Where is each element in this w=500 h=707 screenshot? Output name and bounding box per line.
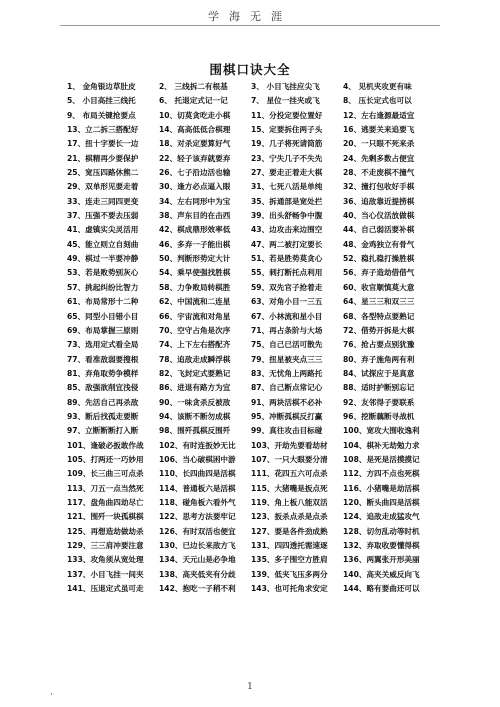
verse-grid <box>67 82 435 594</box>
verse-item: 14、高高低低合棋理 <box>159 125 231 135</box>
verse-item: 128、切勿乱动等时机 <box>343 526 420 536</box>
verse-item: 101、逢破必扳敢作战 <box>67 440 144 450</box>
verse-item: 41、虚镇实尖灵活用 <box>67 225 139 235</box>
verse-item: 42、棋成鼎形效率低 <box>159 225 231 235</box>
verse-item: 1、 金角银边草肚皮 <box>67 82 136 91</box>
verse-item: 92、友邻得子要联系 <box>343 397 415 407</box>
verse-item: 65、同型小目错小目 <box>67 311 139 321</box>
document-title: 围棋口诀大全 <box>209 62 291 77</box>
verse-item: 9、 布局关键抢要点 <box>67 110 136 120</box>
verse-item: 4、 见机夹攻更有味 <box>343 82 412 91</box>
verse-item: 52、稳扎稳打操胜棋 <box>343 254 415 264</box>
verse-item: 137、小目飞挂一间夹 <box>67 569 144 579</box>
verse-item: 34、左右同形中为宝 <box>159 196 231 206</box>
verse-item: 21、棋精再少要保护 <box>67 153 139 163</box>
verse-item: 47、两二被打定要长 <box>251 239 323 249</box>
verse-item: 91、两块活棋不必补 <box>251 397 323 407</box>
verse-item: 103、开劫先要看劫材 <box>251 440 328 450</box>
verse-item: 142、抱吃一子稍不利 <box>159 584 236 594</box>
header-divider <box>60 25 440 26</box>
verse-item: 87、自己断点常记心 <box>251 383 323 393</box>
verse-item: 10、切莫贪吃走小棋 <box>159 110 231 120</box>
verse-item: 99、真往攻击目标碰 <box>251 426 323 436</box>
verse-item: 117、盘角曲四劫尽亡 <box>67 497 144 507</box>
verse-item: 58、力争败局转棋胜 <box>159 282 231 292</box>
verse-item: 126、有时双活也便宜 <box>159 526 236 536</box>
verse-item: 62、中国流和二连星 <box>159 297 231 307</box>
verse-item: 76、抢占要点别犹豫 <box>343 340 415 350</box>
verse-item: 6、 托退定式记一记 <box>159 96 228 106</box>
verse-item: 83、无忧角上两路托 <box>251 368 323 378</box>
verse-item: 123、扳杀点杀是点杀 <box>251 512 328 522</box>
verse-item: 50、判断形势定大计 <box>159 254 231 264</box>
verse-item: 141、压退定式虽可走 <box>67 584 144 594</box>
verse-item: 121、围歼一块孤棋棋 <box>67 512 144 522</box>
verse-item: 104、棋补无劫勉力求 <box>343 440 420 450</box>
verse-item: 135、多子围空方胜肩 <box>251 555 328 565</box>
verse-item: 127、要是各件劲成熟 <box>251 526 328 536</box>
verse-item: 59、双先官子抢着走 <box>251 282 323 292</box>
verse-item: 97、立断断断打入断 <box>67 426 139 436</box>
verse-item: 80、弃子施角两有利 <box>343 354 415 364</box>
verse-item: 136、两翼张开形美丽 <box>343 555 420 565</box>
verse-item: 57、挑起纠纷比智力 <box>67 282 139 292</box>
verse-item: 38、声东目的在击西 <box>159 211 231 221</box>
verse-item: 11、分投定要位置好 <box>251 110 323 120</box>
verse-item: 108、是死是活摸摸记 <box>343 454 420 464</box>
verse-item: 94、该断不断勿成棋 <box>159 411 231 421</box>
verse-item: 54、乘早使强找胜棋 <box>159 268 231 278</box>
verse-item: 46、多弃一子能出棋 <box>159 239 231 249</box>
verse-item: 64、星三三和双三三 <box>343 297 415 307</box>
verse-item: 63、对角小目一三五 <box>251 297 323 307</box>
verse-item: 100、宽攻大围收逸利 <box>343 426 420 436</box>
verse-item: 68、各型特点要熟记 <box>343 311 415 321</box>
verse-item: 8、 压长定式也可以 <box>343 96 412 106</box>
verse-item: 55、刺打断托点利用 <box>251 268 323 278</box>
verse-item: 88、适时护断别忘记 <box>343 383 415 393</box>
verse-item: 124、追敌走成猛攻气 <box>343 512 420 522</box>
verse-item: 13、立二拆三搭配好 <box>67 125 139 135</box>
verse-item: 119、角上板八能双活 <box>251 497 328 507</box>
verse-item: 73、选用定式看全局 <box>67 340 139 350</box>
verse-item: 86、进退有路方为宜 <box>159 383 231 393</box>
verse-item: 105、打两还一巧妙用 <box>67 454 144 464</box>
verse-item: 132、弃取收要懂得棋 <box>343 541 420 550</box>
verse-item: 31、七死八活是单纯 <box>251 182 323 192</box>
verse-item: 109、长三曲三可点杀 <box>67 469 144 479</box>
verse-item: 3、 小目飞挂应尖飞 <box>251 82 320 91</box>
verse-item: 78、追敌走成瞬浮棋 <box>159 354 231 364</box>
verse-item: 75、自己已活可散先 <box>251 340 323 350</box>
verse-item: 48、金鸡独立有骨气 <box>343 239 415 249</box>
verse-item: 70、空守占角是次序 <box>159 325 231 335</box>
verse-item: 5、 小目高挂三线托 <box>67 96 136 106</box>
verse-item: 131、四四透托需速逐 <box>251 541 328 550</box>
verse-item: 134、天元山是必争地 <box>159 555 236 565</box>
verse-item: 93、断后找孤走要断 <box>67 411 139 421</box>
verse-item: 74、上下左右搭配齐 <box>159 340 231 350</box>
verse-item: 25、宽压四路休熊二 <box>67 168 139 178</box>
page-number: 1 <box>247 682 253 692</box>
verse-item: 95、冲断孤棋反打赢 <box>251 411 323 421</box>
verse-item: 106、当心破棋困中游 <box>159 454 236 464</box>
verse-item: 51、若是胜势莫贪心 <box>251 254 323 264</box>
verse-item: 43、边攻击来边围空 <box>251 225 323 235</box>
verse-item: 17、扭十字要长一边 <box>67 139 139 149</box>
verse-item: 90、一味贪杀反被敌 <box>159 397 231 407</box>
verse-item: 82、飞封定式要熟记 <box>159 368 231 378</box>
verse-item: 130、已边长来敌方飞 <box>159 541 236 550</box>
verse-item: 32、撞打包收好手棋 <box>343 182 415 192</box>
verse-item: 143、也可托角求安定 <box>251 584 328 594</box>
verse-item: 111、花四五六可点杀 <box>251 469 328 479</box>
verse-item: 114、普通板六是活棋 <box>159 483 236 493</box>
verse-item: 33、连走三同四更变 <box>67 196 139 206</box>
verse-item: 98、围歼孤棋反围歼 <box>159 426 231 436</box>
verse-item: 18、对杀定要算好气 <box>159 139 231 149</box>
verse-item: 72、借势开拆是大棋 <box>343 325 415 335</box>
verse-item: 22、轻子该弃就要弃 <box>159 153 231 163</box>
verse-item: 45、能立则立自刻曲 <box>67 239 139 249</box>
verse-item: 53、若是败势别灰心 <box>67 268 139 278</box>
verse-item: 107、一只大眼要分清 <box>251 454 328 464</box>
verse-item: 28、不走废棋不撞气 <box>343 168 415 178</box>
verse-item: 85、敌强欲削宜浅侵 <box>67 383 139 393</box>
footer-marker: · <box>50 690 53 700</box>
verse-item: 29、双单形见要走着 <box>67 182 139 192</box>
verse-item: 66、宇宙流和对角星 <box>159 311 231 321</box>
verse-item: 39、出头舒畅争中腹 <box>251 211 323 221</box>
verse-item: 30、逢方必点逼入眼 <box>159 182 231 192</box>
verse-item: 77、看准敌弱要搜根 <box>67 354 139 364</box>
verse-item: 36、追敌靠近提捞棋 <box>343 196 415 206</box>
verse-item: 26、七子沿边活也输 <box>159 168 231 178</box>
verse-item: 122、思考方法要牢记 <box>159 512 236 522</box>
verse-item: 35、拆通部是宽处拦 <box>251 196 323 206</box>
verse-item: 49、棋过一半要冲静 <box>67 254 139 264</box>
verse-item: 133、攻角须从宽处理 <box>67 555 144 565</box>
verse-item: 112、方四不点也死棋 <box>343 469 420 479</box>
verse-item: 140、高夹关威反向飞 <box>343 569 420 579</box>
verse-item: 96、挖断藕断寻战机 <box>343 411 415 421</box>
verse-item: 116、小猪嘴是劫活棋 <box>343 483 420 493</box>
verse-item: 12、左右逢源最适宜 <box>343 110 415 120</box>
verse-item: 27、要走正着走大棋 <box>251 168 323 178</box>
verse-item: 102、有时连扳妙无比 <box>159 440 236 450</box>
verse-item: 79、扭星被夹点三三 <box>251 354 323 364</box>
verse-item: 113、刀五一点当然死 <box>67 483 144 493</box>
verse-item: 24、先剩多数占便宜 <box>343 153 415 163</box>
verse-item: 67、小林流和星小目 <box>251 311 323 321</box>
verse-item: 60、收官顺慎莫大意 <box>343 282 415 292</box>
verse-item: 7、 星位一挂夹或飞 <box>251 96 320 106</box>
verse-item: 120、断头曲四是活棋 <box>343 497 420 507</box>
verse-item: 61、布局常形十二种 <box>67 297 139 307</box>
verse-item: 115、大猪嘴是扳点死 <box>251 483 328 493</box>
verse-item: 15、定要拆住两子头 <box>251 125 323 135</box>
verse-item: 125、再想造劫做劫杀 <box>67 526 144 536</box>
verse-item: 23、宁失几子不失先 <box>251 153 323 163</box>
verse-item: 56、弃子造劫借借气 <box>343 268 415 278</box>
verse-item: 69、布局掌握三原则 <box>67 325 139 335</box>
verse-item: 129、三三肩冲要注意 <box>67 541 144 550</box>
verse-item: 37、压强不要去压弱 <box>67 211 139 221</box>
verse-item: 139、低夹飞压多两分 <box>251 569 328 579</box>
verse-item: 118、碰角板六看外气 <box>159 497 236 507</box>
verse-item: 84、试探应于是真意 <box>343 368 415 378</box>
verse-item: 144、略有要曲还可以 <box>343 584 420 594</box>
verse-item: 2、 三线拆二有根基 <box>159 82 228 91</box>
page-header: 学海无涯 <box>208 10 292 23</box>
verse-item: 20、一只眼不死来杀 <box>343 139 415 149</box>
verse-item: 71、再占条阶与大场 <box>251 325 323 335</box>
verse-item: 110、长四曲四是活棋 <box>159 469 236 479</box>
verse-item: 16、逃要关来追要飞 <box>343 125 415 135</box>
verse-item: 81、弃角取势争模样 <box>67 368 139 378</box>
verse-item: 89、先活自己再杀敌 <box>67 397 139 407</box>
verse-item: 19、几子将死请筒筋 <box>251 139 323 149</box>
verse-item: 44、自己弱活要补棋 <box>343 225 415 235</box>
verse-item: 40、当心仪活放做棋 <box>343 211 415 221</box>
verse-item: 138、高夹低夹有分歧 <box>159 569 236 579</box>
